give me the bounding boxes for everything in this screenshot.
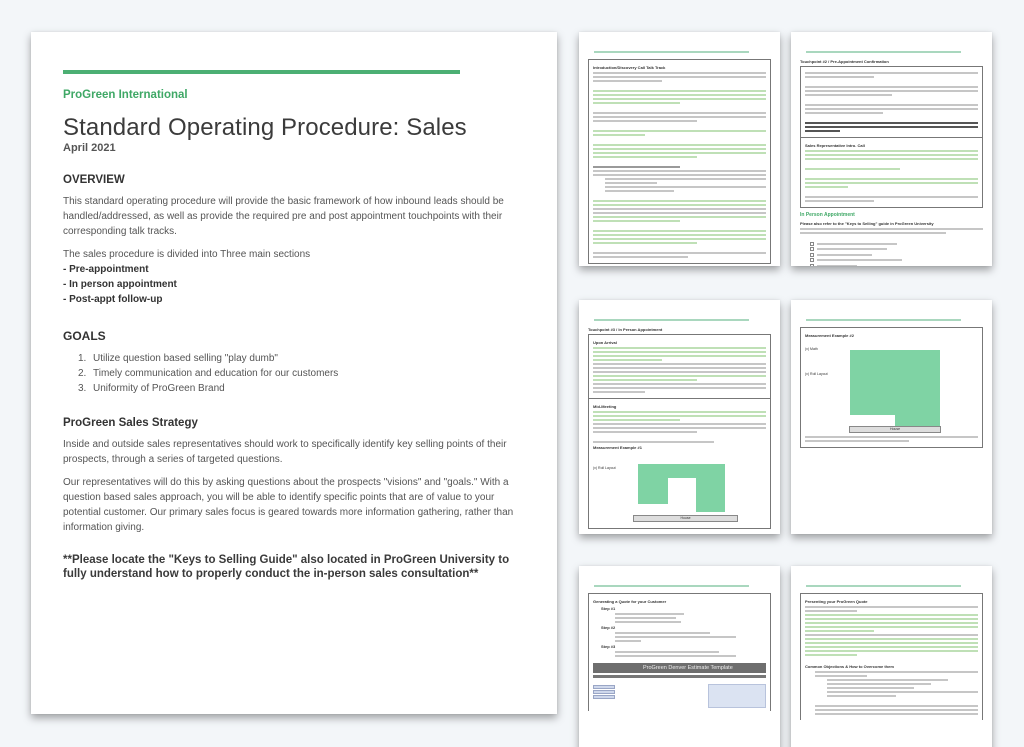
thumbnail-subheading: Upon Arrival xyxy=(593,340,617,345)
thumbnail-page-measurement-example-2[interactable] xyxy=(791,300,992,534)
mid-meeting-box xyxy=(588,399,771,529)
strategy-paragraph-2: Our representatives will do this by asking questions about the prospects "visions" and "goals." With a question based sales approach, you will be able to identify specific points that are of value to your potential customer. Our primary sales focus is geared towards more information gathering, rather than information giving. xyxy=(63,477,514,533)
thumbnail-page-discovery-call[interactable] xyxy=(579,32,780,266)
thumbnail-heading: Introduction/Discovery Call Talk Track xyxy=(593,65,666,70)
thumbnail-heading: Measurement Example #2 xyxy=(805,333,854,338)
checklist-item xyxy=(810,258,983,262)
intro-call-box xyxy=(800,138,983,208)
overview-paragraph: This standard operating procedure will provide the basic framework of how inbound leads should be handled/addressed, as well as provide the required pre and post appointment touchpoints with their corresponding talk tracks. xyxy=(63,196,504,237)
thumbnail-heading: Generating a Quote for your Customer xyxy=(593,599,667,604)
thumbnail-page-pre-appointment[interactable] xyxy=(791,32,992,266)
goal-number: 3. xyxy=(78,383,87,394)
thumbnail-page-in-person-appointment[interactable] xyxy=(579,300,780,534)
sections-list xyxy=(63,262,525,307)
goal-text: Timely communication and education for our customers xyxy=(93,368,339,379)
thumbnail-heading: Presenting your ProGreen Quote xyxy=(805,599,868,604)
house-label: House xyxy=(633,515,738,522)
keys-to-selling-note: Please also refer to the "Keys to Selling" guide in ProGreen University xyxy=(800,221,934,226)
upon-arrival-box xyxy=(588,334,771,399)
thumbnail-rule xyxy=(594,585,749,587)
goal-text: Utilize question based selling "play dumb" xyxy=(93,353,278,364)
sections-intro: The sales procedure is divided into Three main sections xyxy=(63,249,311,260)
thumbnail-page-presenting-quote[interactable] xyxy=(791,566,992,747)
presenting-quote-box xyxy=(800,593,983,720)
objections-heading: Common Objections & How to Overcome them xyxy=(805,664,894,669)
thumbnail-page-generating-quote[interactable] xyxy=(579,566,780,747)
checklist-item xyxy=(810,253,983,257)
house-label: House xyxy=(849,426,941,433)
thumbnail-heading: Touchpoint #2 / Pre-Appointment Confirmation xyxy=(800,59,889,64)
section-item: - In person appointment xyxy=(63,279,177,290)
keys-to-selling-callout: **Please locate the "Keys to Selling Guide" also located in ProGreen University to fully understand how to properly conduct the in-person sales consultation** xyxy=(63,554,510,580)
estimate-template-banner xyxy=(593,663,766,673)
overview-heading: OVERVIEW xyxy=(63,174,125,186)
thumbnail-rule xyxy=(594,51,749,53)
goal-item xyxy=(78,381,525,396)
document-date: April 2021 xyxy=(63,142,116,154)
step-label: Step #3 xyxy=(601,644,616,649)
checklist-item xyxy=(810,247,983,251)
section-item: - Pre-appointment xyxy=(63,264,149,275)
goals-list xyxy=(63,351,525,396)
goal-item xyxy=(78,351,525,366)
goal-item xyxy=(78,366,525,381)
main-document-page xyxy=(31,32,557,714)
talk-track-box xyxy=(588,59,771,264)
step-label: Step #2 xyxy=(601,625,616,630)
estimate-grid xyxy=(593,684,766,708)
page-title: Standard Operating Procedure: Sales xyxy=(63,114,467,141)
diagram-heading: Measurement Example #1 xyxy=(593,445,642,450)
thumbnail-subheading: Mid-Meeting xyxy=(593,404,617,409)
measurement-diagram-2: (x) Math (x) Roll Layout House xyxy=(805,342,978,434)
goals-heading: GOALS xyxy=(63,329,106,343)
thumbnail-rule xyxy=(806,51,961,53)
checklist-item xyxy=(810,242,983,246)
thumbnail-rule xyxy=(806,319,961,321)
quote-box xyxy=(588,593,771,711)
in-person-heading: In Person Appointment xyxy=(800,212,855,218)
estimate-title: ProGreen Denver Estimate Template xyxy=(643,665,733,671)
step-label: Step #1 xyxy=(601,606,616,611)
talk-track-box xyxy=(800,66,983,138)
header-rule xyxy=(63,70,460,74)
goal-number: 2. xyxy=(78,368,87,379)
goal-text: Uniformity of ProGreen Brand xyxy=(93,383,225,394)
strategy-heading: ProGreen Sales Strategy xyxy=(63,417,198,429)
measurement-box xyxy=(800,327,983,448)
thumbnail-heading: Touchpoint #3 / In Person Appointment xyxy=(588,327,663,332)
company-name: ProGreen International xyxy=(63,89,188,101)
thumbnail-subheading: Sales Representative Intro. Call xyxy=(805,143,865,148)
section-item: - Post-appt follow-up xyxy=(63,294,163,305)
strategy-paragraph-1: Inside and outside sales representatives should work to specifically identify key selling points of their prospects, through a series of targeted questions. xyxy=(63,439,507,465)
thumbnail-rule xyxy=(806,585,961,587)
goal-number: 1. xyxy=(78,353,87,364)
thumbnail-rule xyxy=(594,319,749,321)
measurement-diagram-1: (x) Roll Layout House xyxy=(593,454,766,532)
checklist-item xyxy=(810,264,983,267)
